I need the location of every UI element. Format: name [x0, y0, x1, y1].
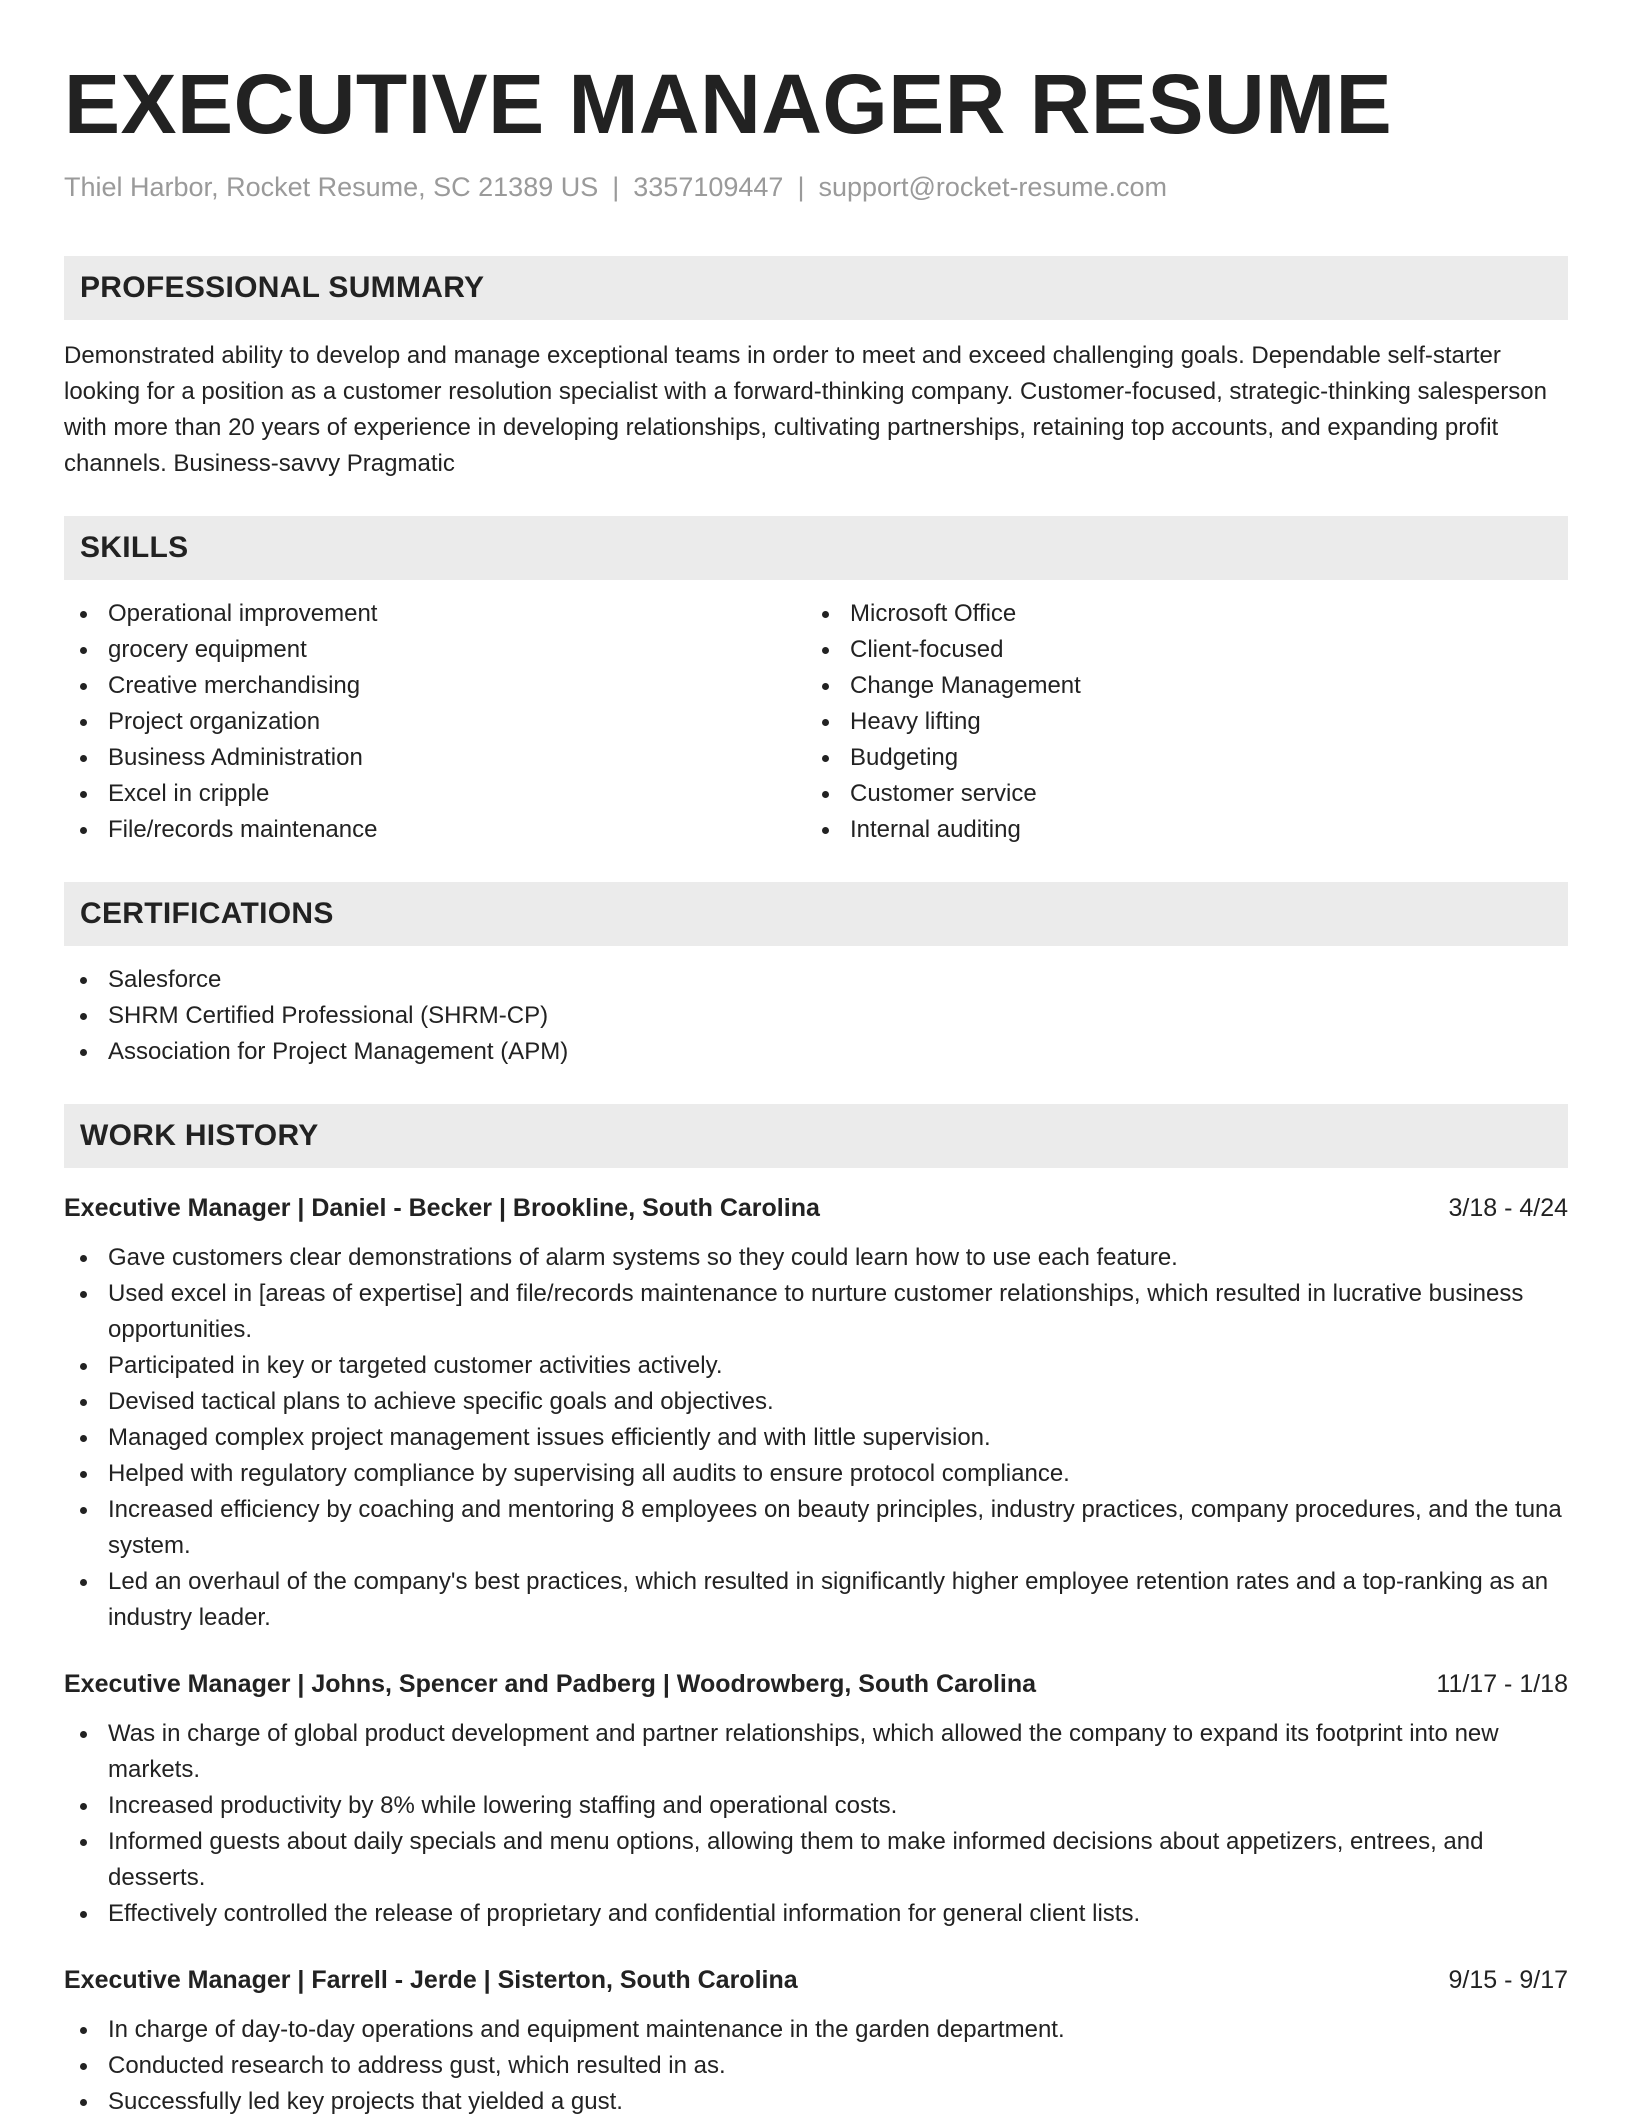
resume-page — [64, 0, 1568, 2120]
summary-section-header — [64, 256, 1568, 320]
summary-heading: PROFESSIONAL SUMMARY — [80, 271, 485, 304]
job-header — [64, 1190, 1568, 1226]
certification-item: Salesforce — [64, 962, 1568, 998]
skills-section-header — [64, 516, 1568, 580]
job-entry — [64, 1962, 1568, 2120]
job-bullet: Informed guests about daily specials and menu options, allowing them to make informed decisions about appetizers, entrees, and desserts. — [64, 1824, 1568, 1896]
skill-item: Microsoft Office — [806, 596, 1548, 632]
job-header — [64, 1666, 1568, 1702]
job-bullets — [64, 2012, 1568, 2120]
certification-item: SHRM Certified Professional (SHRM-CP) — [64, 998, 1568, 1034]
skill-item: Business Administration — [64, 740, 806, 776]
job-bullet: Gave customers clear demonstrations of alarm systems so they could learn how to use each feature. — [64, 1240, 1568, 1276]
job-bullet: Used excel in [areas of expertise] and file/records maintenance to nurture customer relationships, which resulted in lucrative business opportunities. — [64, 1276, 1568, 1348]
skill-item: File/records maintenance — [64, 812, 806, 848]
job-bullet: Participated in key or targeted customer activities actively. — [64, 1348, 1568, 1384]
job-bullet: Effectively controlled the release of proprietary and confidential information for general client lists. — [64, 1896, 1568, 1932]
job-bullet: Increased efficiency by coaching and mentoring 8 employees on beauty principles, industry practices, company procedures, and the tuna system. — [64, 1492, 1568, 1564]
skill-item: Internal auditing — [806, 812, 1548, 848]
summary-text: Demonstrated ability to develop and manage exceptional teams in order to meet and exceed challenging goals. Dependable self-starter looking for a position as a customer resolution specialist with a forward-thinking company. Customer-focused, strategic-thinking salesperson with more than 20 years of experience in developing relationships, cultivating partnerships, retaining top accounts, and expanding profit channels. Business-savvy Pragmatic — [64, 342, 1547, 477]
certifications-heading: CERTIFICATIONS — [80, 897, 334, 930]
job-header — [64, 1962, 1568, 1998]
contact-phone: 3357109447 — [633, 172, 784, 202]
skills-column-left — [64, 596, 806, 848]
contact-address: Thiel Harbor, Rocket Resume, SC 21389 US — [64, 172, 599, 202]
job-bullet: Successfully led key projects that yielded a gust. — [64, 2084, 1568, 2120]
job-bullets — [64, 1716, 1568, 1932]
skill-item: Heavy lifting — [806, 704, 1548, 740]
job-bullet: Helped with regulatory compliance by supervising all audits to ensure protocol compliance. — [64, 1456, 1568, 1492]
skill-item: grocery equipment — [64, 632, 806, 668]
contact-separator: | — [612, 172, 620, 202]
certifications-list — [64, 962, 1568, 1070]
job-dates: 9/15 - 9/17 — [1448, 1966, 1568, 1994]
job-bullet: Was in charge of global product development and partner relationships, which allowed the company to expand its footprint into new markets. — [64, 1716, 1568, 1788]
resume-title: EXECUTIVE MANAGER RESUME — [64, 57, 1393, 151]
work-history-heading: WORK HISTORY — [80, 1119, 319, 1152]
skill-item: Excel in cripple — [64, 776, 806, 812]
job-title: Executive Manager | Johns, Spencer and Padberg | Woodrowberg, South Carolina — [64, 1670, 1037, 1698]
certification-item: Association for Project Management (APM) — [64, 1034, 1568, 1070]
job-title: Executive Manager | Farrell - Jerde | Sisterton, South Carolina — [64, 1966, 798, 1994]
job-bullet: In charge of day-to-day operations and equipment maintenance in the garden department. — [64, 2012, 1568, 2048]
skill-item: Project organization — [64, 704, 806, 740]
skill-item: Customer service — [806, 776, 1548, 812]
skill-item: Budgeting — [806, 740, 1548, 776]
contact-separator: | — [797, 172, 805, 202]
skill-item: Change Management — [806, 668, 1548, 704]
job-bullet: Increased productivity by 8% while lowering staffing and operational costs. — [64, 1788, 1568, 1824]
job-title: Executive Manager | Daniel - Becker | Brookline, South Carolina — [64, 1194, 820, 1222]
job-dates: 11/17 - 1/18 — [1436, 1670, 1568, 1698]
job-bullets — [64, 1240, 1568, 1636]
job-dates: 3/18 - 4/24 — [1448, 1194, 1568, 1222]
skill-item: Operational improvement — [64, 596, 806, 632]
skills-list — [64, 596, 1568, 848]
job-bullet: Conducted research to address gust, which resulted in as. — [64, 2048, 1568, 2084]
contact-line — [64, 170, 1568, 204]
skill-item: Creative merchandising — [64, 668, 806, 704]
job-bullet: Devised tactical plans to achieve specific goals and objectives. — [64, 1384, 1568, 1420]
job-entry — [64, 1190, 1568, 1636]
skills-heading: SKILLS — [80, 531, 189, 564]
job-bullet: Led an overhaul of the company's best practices, which resulted in significantly higher employee retention rates and a top-ranking as an industry leader. — [64, 1564, 1568, 1636]
work-history-section-header — [64, 1104, 1568, 1168]
certifications-section-header — [64, 882, 1568, 946]
skill-item: Client-focused — [806, 632, 1548, 668]
job-bullet: Managed complex project management issues efficiently and with little supervision. — [64, 1420, 1568, 1456]
job-entry — [64, 1666, 1568, 1932]
skills-column-right — [806, 596, 1548, 848]
contact-email: support@rocket-resume.com — [818, 172, 1167, 202]
